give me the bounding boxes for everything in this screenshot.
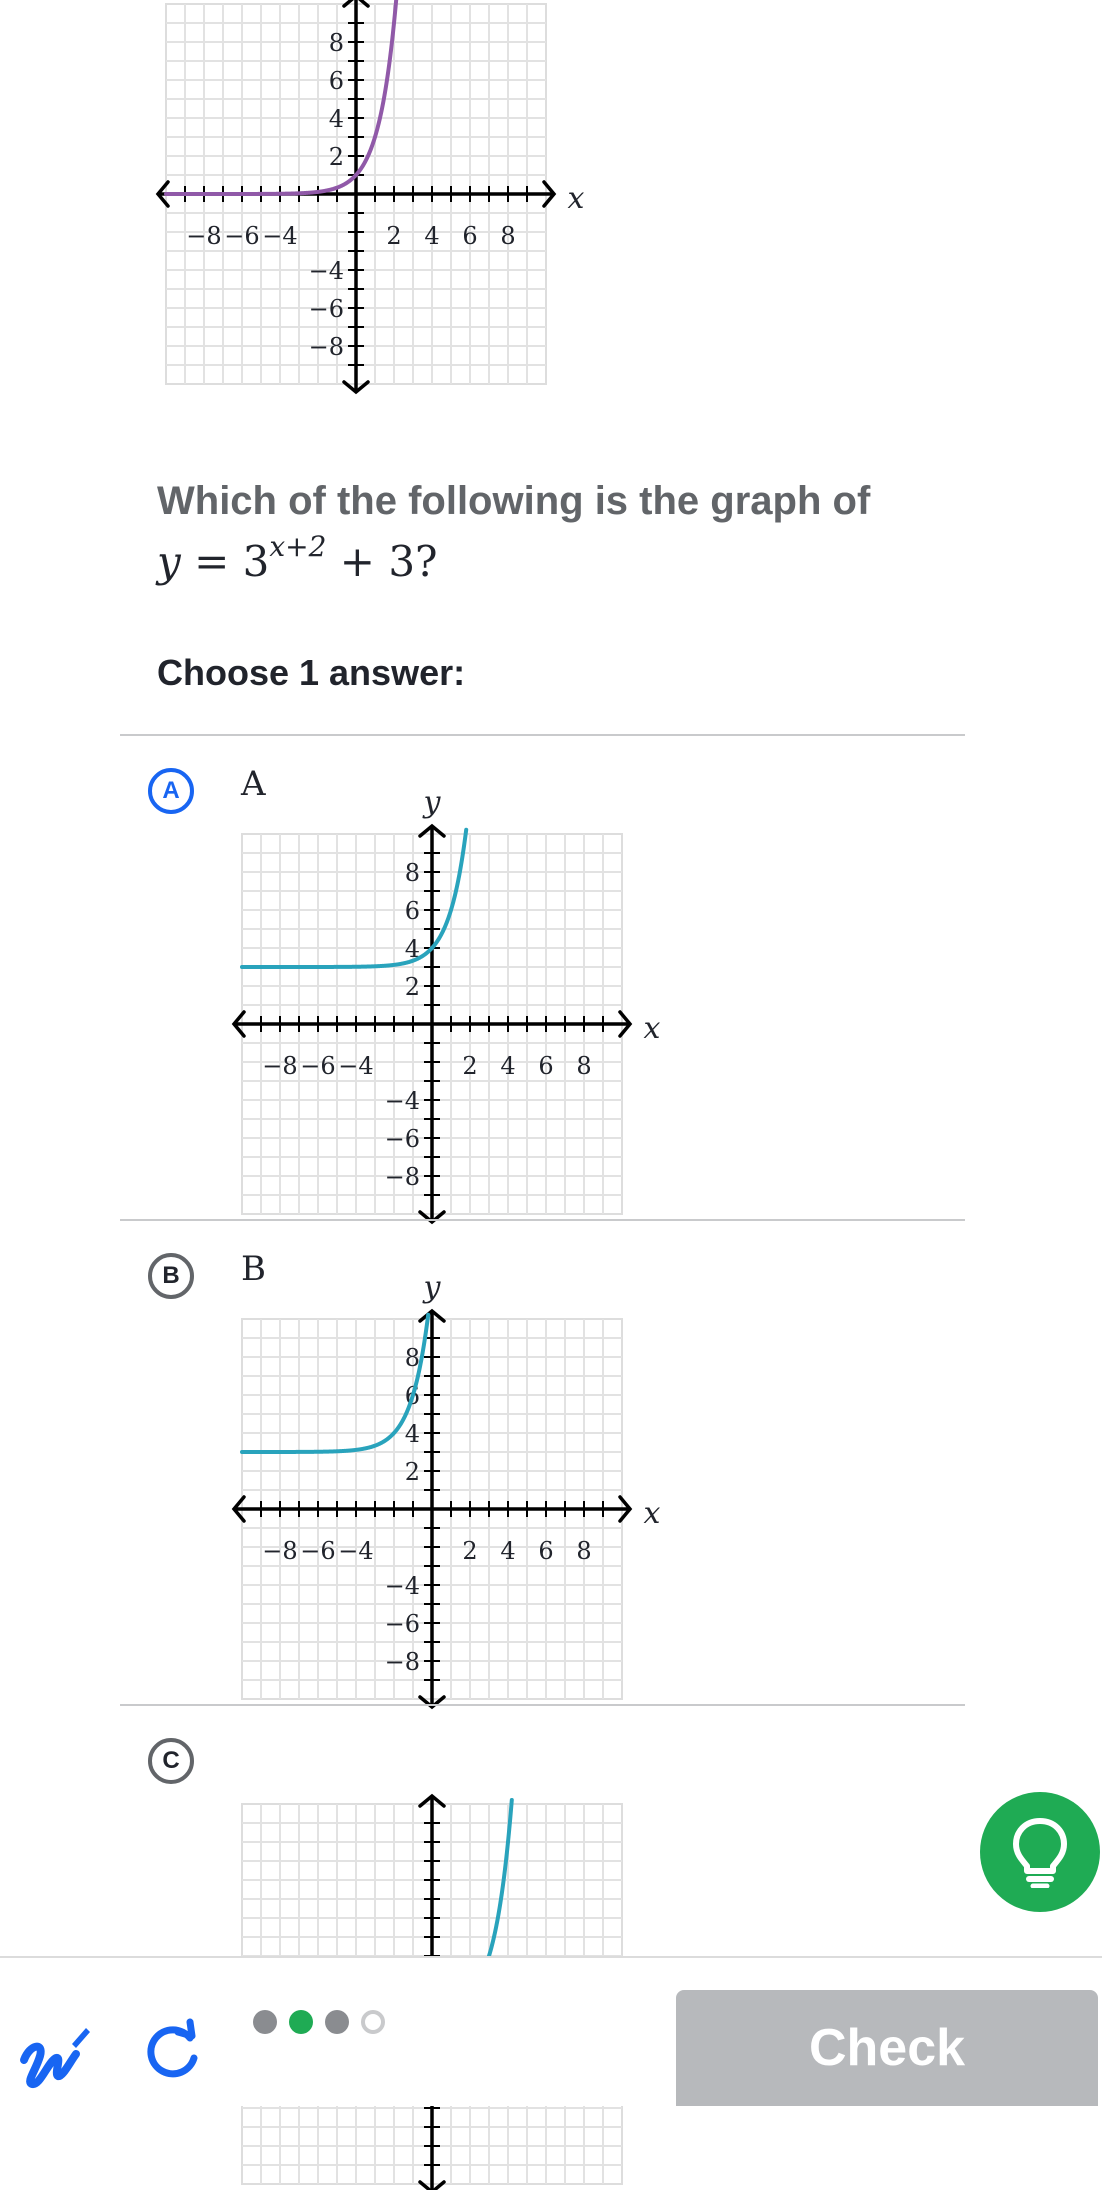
x-tick-label: 2 (462, 1052, 478, 1080)
choice-a-graph-svg (236, 770, 696, 1220)
y-tick-label: 8 (404, 859, 420, 887)
x-tick-label: −4 (262, 222, 298, 250)
x-tick-label: 4 (424, 222, 440, 250)
x-tick-label: −8 (262, 1052, 298, 1080)
x-tick-label: 4 (500, 1052, 516, 1080)
y-tick-label: 6 (404, 897, 420, 925)
y-tick-label: 4 (404, 935, 420, 963)
x-tick-label: 2 (386, 222, 402, 250)
x-tick-label: −6 (300, 1052, 336, 1080)
answer-choice-c[interactable] (120, 1706, 965, 1966)
x-tick-label: −6 (224, 222, 260, 250)
x-axis-label: x (643, 1496, 661, 1531)
question-text: Which of the following is the graph of (157, 479, 871, 523)
check-button[interactable]: Check (676, 1990, 1098, 2106)
y-tick-label: 4 (404, 1420, 420, 1448)
reference-graph-svg (156, 4, 596, 390)
x-tick-label: −4 (338, 1052, 374, 1080)
lightbulb-icon (1010, 1816, 1070, 1888)
y-tick-label: 4 (328, 105, 344, 133)
choice-b-graph (236, 1255, 696, 1705)
choice-b-title: B (241, 1249, 266, 1289)
choice-b-radio[interactable]: B (148, 1253, 194, 1299)
progress-indicator (253, 2002, 385, 2042)
x-tick-label: 6 (538, 1052, 554, 1080)
y-tick-label: −8 (384, 1163, 420, 1191)
equation-tail: + 3? (326, 537, 438, 586)
x-tick-label: 6 (538, 1537, 554, 1565)
equation-y: y (157, 537, 181, 586)
exercise-footer (0, 1956, 1102, 2106)
progress-dot-current (289, 2010, 313, 2034)
x-axis-label: x (567, 181, 585, 216)
choice-b-graph-svg (236, 1255, 696, 1705)
answer-choice-a[interactable] (120, 736, 965, 1220)
answer-choice-b[interactable] (120, 1221, 965, 1705)
choose-instruction: Choose 1 answer: (157, 652, 466, 693)
y-tick-label: −6 (384, 1610, 420, 1638)
y-tick-label: 8 (328, 29, 344, 57)
progress-dot (325, 2010, 349, 2034)
y-axis-label: y (423, 1270, 441, 1305)
x-tick-label: −4 (338, 1537, 374, 1565)
y-tick-label: −4 (384, 1572, 420, 1600)
question-equation (157, 530, 438, 586)
reference-graph (156, 4, 596, 390)
x-tick-label: 4 (500, 1537, 516, 1565)
scratchpad-pen-icon[interactable] (18, 2014, 90, 2094)
x-tick-label: −6 (300, 1537, 336, 1565)
x-tick-label: 6 (462, 222, 478, 250)
y-tick-label: 6 (328, 67, 344, 95)
y-tick-label: 2 (404, 973, 420, 1001)
y-tick-label: 2 (328, 143, 344, 171)
restart-icon[interactable] (140, 2018, 204, 2082)
x-tick-label: −8 (262, 1537, 298, 1565)
hint-button[interactable] (980, 1792, 1100, 1912)
y-tick-label: −8 (308, 333, 344, 361)
y-tick-label: 8 (404, 1344, 420, 1372)
y-tick-label: −6 (384, 1125, 420, 1153)
x-tick-label: 8 (576, 1052, 592, 1080)
y-tick-label: −4 (308, 257, 344, 285)
equation-exponent: x+2 (269, 530, 327, 563)
progress-dot-empty (361, 2010, 385, 2034)
x-tick-label: −8 (186, 222, 222, 250)
choice-a-radio[interactable]: A (148, 768, 194, 814)
y-tick-label: −6 (308, 295, 344, 323)
choice-c-radio[interactable]: C (148, 1738, 194, 1784)
progress-dot (253, 2010, 277, 2034)
x-tick-label: 2 (462, 1537, 478, 1565)
x-tick-label: 8 (576, 1537, 592, 1565)
x-tick-label: 8 (500, 222, 516, 250)
choice-a-title: A (241, 764, 266, 804)
equation-base: = 3 (180, 537, 270, 586)
y-axis-label: y (423, 785, 441, 820)
y-tick-label: −8 (384, 1648, 420, 1676)
y-tick-label: −4 (384, 1087, 420, 1115)
y-tick-label: 6 (404, 1382, 420, 1410)
choice-a-graph (236, 770, 696, 1220)
y-tick-label: 2 (404, 1458, 420, 1486)
x-axis-label: x (643, 1011, 661, 1046)
